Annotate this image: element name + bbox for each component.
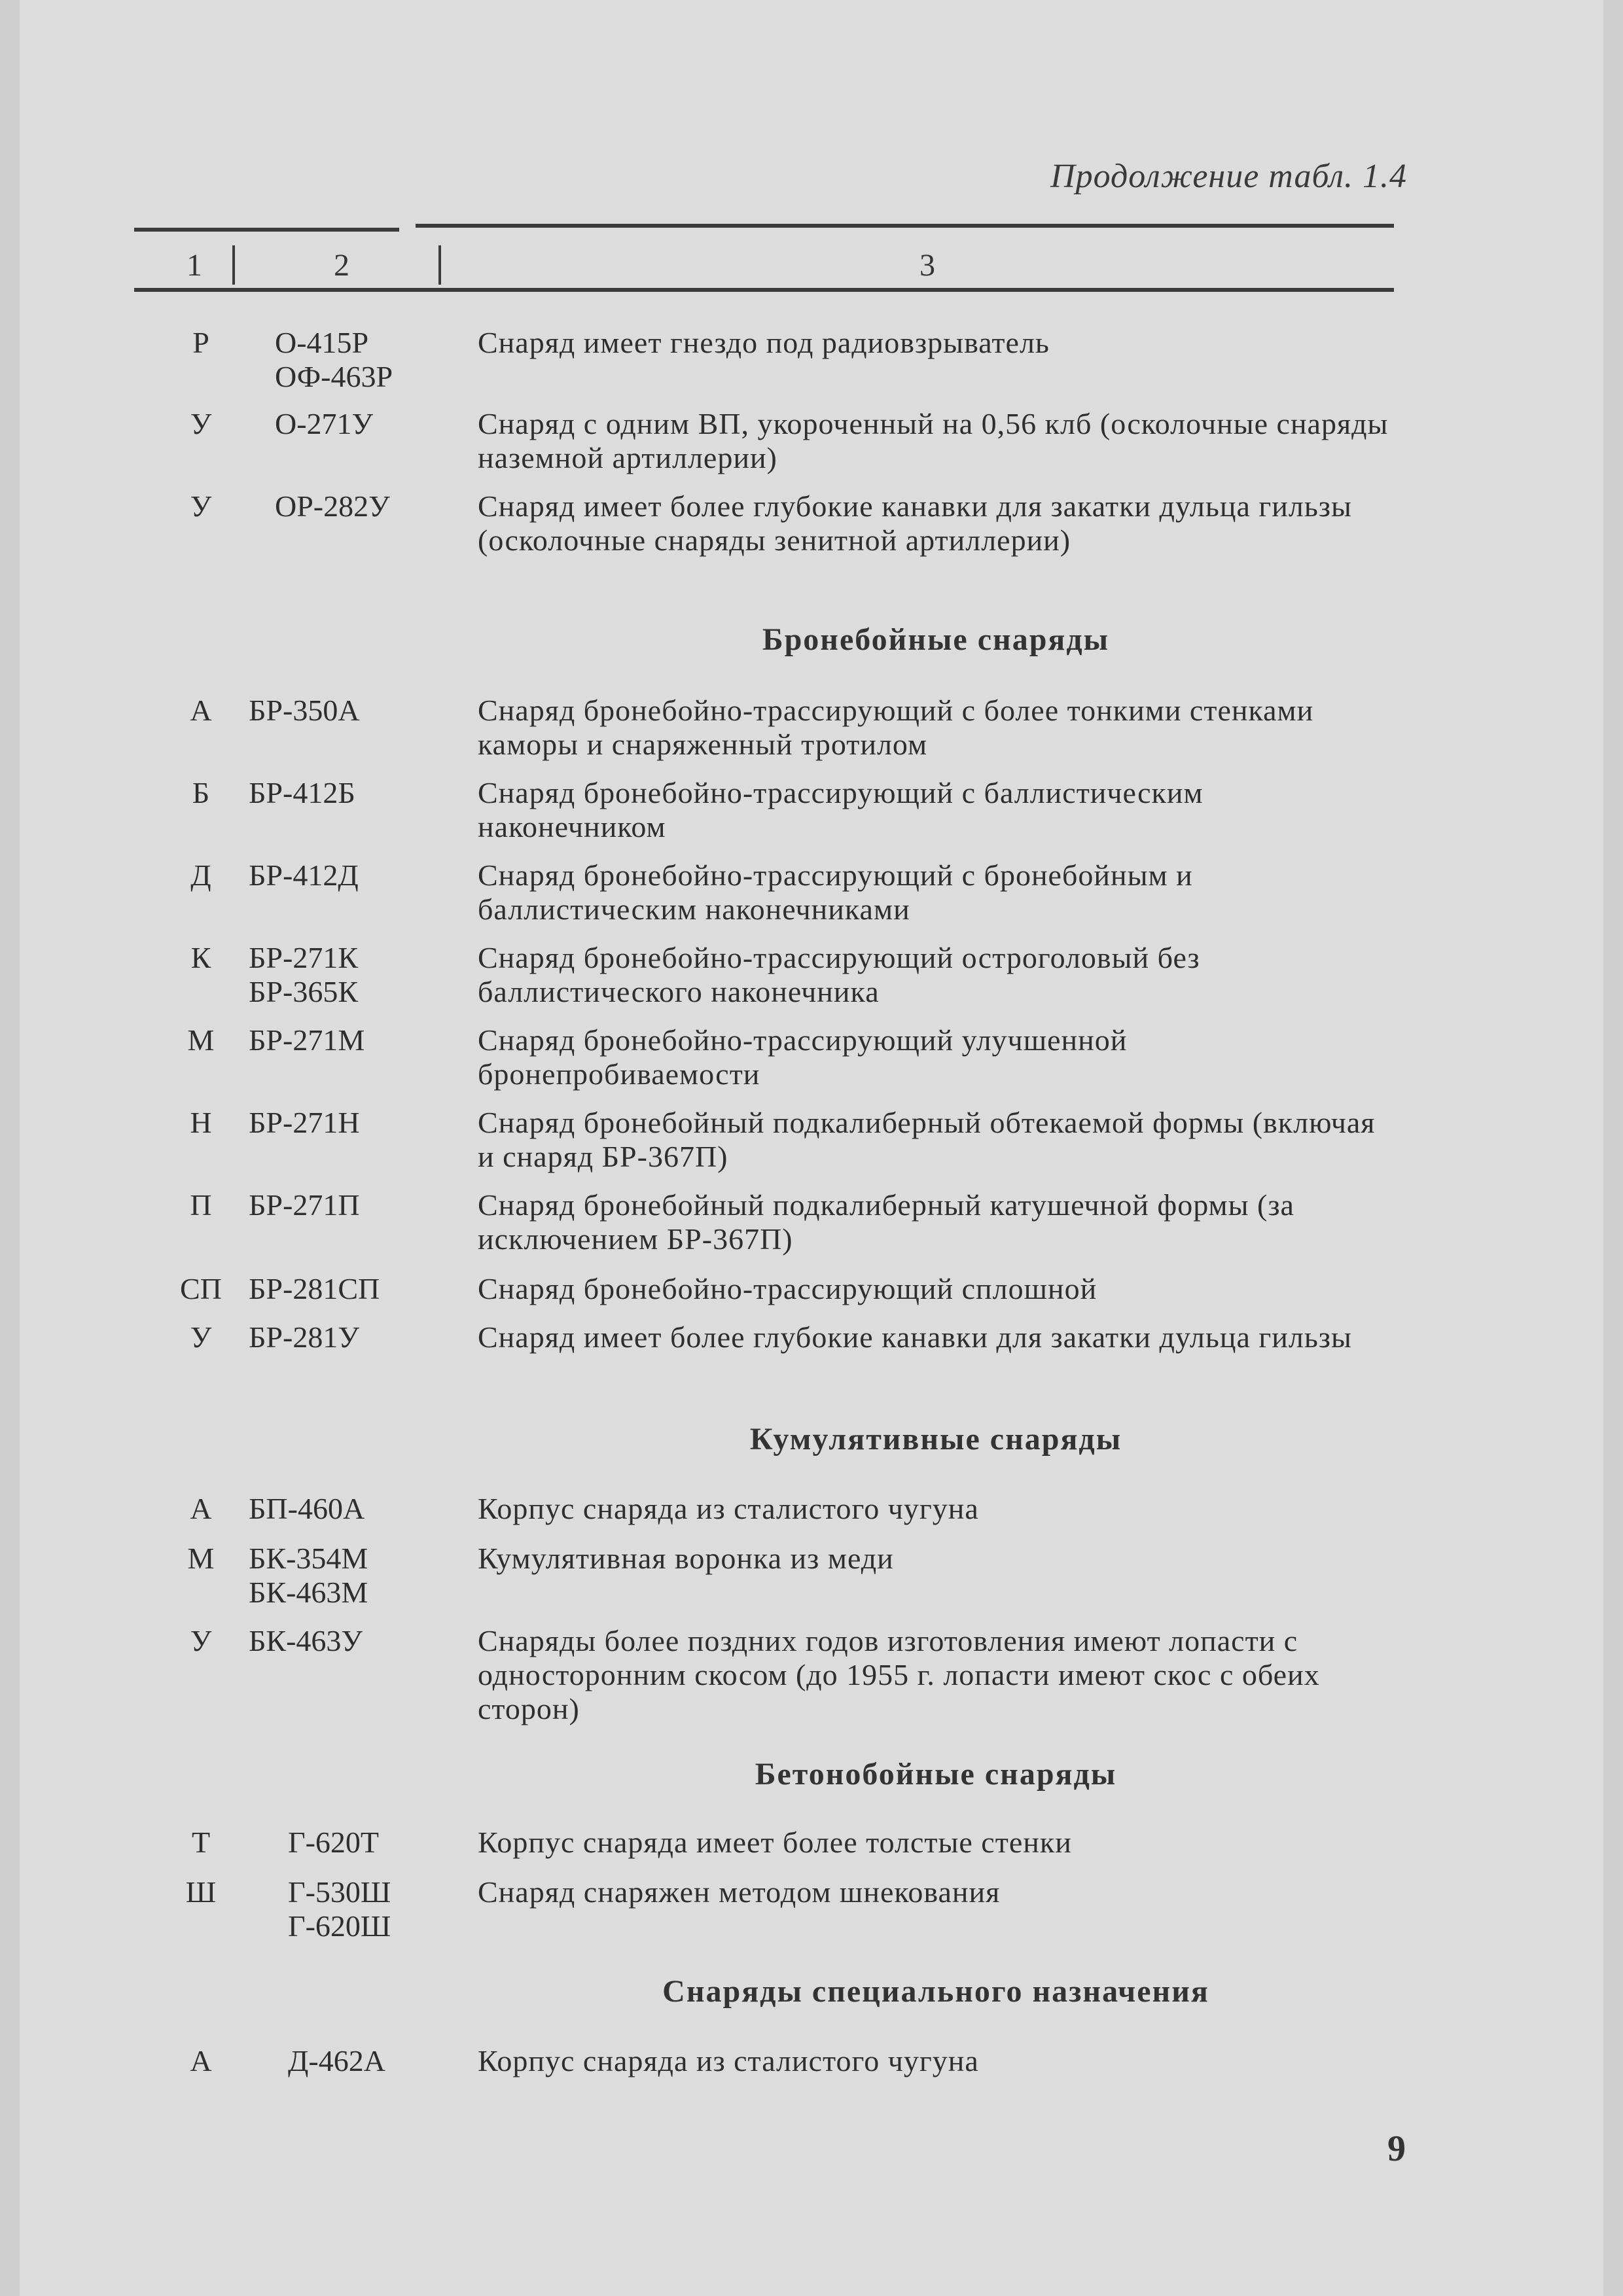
marking-letter: Р	[192, 326, 209, 359]
header-separator-2	[438, 245, 441, 285]
shell-code: БР-281У	[249, 1320, 359, 1354]
description: Снаряд бронебойный подкалиберный катушечной формы (за исключением БР-367П)	[478, 1188, 1294, 1256]
shell-code: БР-412Б	[249, 776, 355, 809]
marking-letter: Б	[192, 776, 210, 809]
description: Снаряд снаряжен методом шнекования	[478, 1875, 1001, 1909]
shell-code: Г-620Т	[288, 1826, 380, 1859]
marking-letter: П	[190, 1188, 212, 1222]
marking-letter: У	[190, 407, 212, 440]
marking-letter: Ш	[185, 1875, 217, 1909]
page-number: 9	[1387, 2128, 1406, 2169]
marking-letter: М	[187, 1542, 215, 1575]
header-top-rule-right	[416, 224, 1394, 228]
description: Корпус снаряда из сталистого чугуна	[478, 1492, 979, 1525]
section-heading-cumulative: Кумулятивные снаряды	[749, 1422, 1122, 1457]
shell-code: БР-271Н	[249, 1106, 360, 1139]
shell-code: БК-463У	[249, 1624, 363, 1657]
description: Снаряд бронебойно-трассирующий с баллистическим наконечником	[478, 776, 1204, 843]
description: Снаряды более поздних годов изготовления имеют лопасти с односторонним скосом (до 1955 г. лопасти имеют скос с обеих сторон)	[478, 1624, 1320, 1725]
description: Снаряд имеет более глубокие канавки для закатки дульца гильзы	[478, 1320, 1352, 1354]
marking-letter: К	[190, 941, 211, 974]
section-heading-special-purpose: Снаряды специального назначения	[662, 1974, 1209, 2009]
marking-letter: М	[187, 1023, 215, 1057]
document-page	[20, 0, 1603, 2296]
shell-code: О-415Р ОФ-463Р	[275, 326, 393, 393]
description: Снаряд бронебойно-трассирующий с бронебойным и баллистическим наконечниками	[478, 858, 1193, 926]
marking-letter: Д	[190, 858, 211, 892]
shell-code: БР-350А	[249, 694, 360, 727]
header-col-2: 2	[334, 248, 349, 283]
header-col-1: 1	[187, 248, 202, 283]
description: Снаряд бронебойный подкалиберный обтекаемой формы (включая и снаряд БР-367П)	[478, 1106, 1376, 1173]
marking-letter: А	[190, 694, 212, 727]
marking-letter: У	[190, 1624, 212, 1657]
shell-code: Д-462А	[288, 2044, 385, 2077]
marking-letter: Н	[190, 1106, 212, 1139]
description: Снаряд бронебойно-трассирующий остроголовый без баллистического наконечника	[478, 941, 1200, 1008]
shell-code: БР-271М	[249, 1023, 365, 1057]
description: Кумулятивная воронка из меди	[478, 1542, 894, 1575]
marking-letter: Т	[191, 1826, 211, 1859]
description: Снаряд имеет гнездо под радиовзрыватель	[478, 326, 1050, 359]
marking-letter: А	[190, 1492, 212, 1525]
shell-code: БК-354М БК-463М	[249, 1542, 368, 1609]
shell-code: Г-530Ш Г-620Ш	[288, 1875, 391, 1943]
description: Корпус снаряда из сталистого чугуна	[478, 2044, 979, 2077]
header-col-3: 3	[919, 248, 935, 283]
description: Снаряд имеет более глубокие канавки для закатки дульца гильзы (осколочные снаряды зенитной артиллерии)	[478, 489, 1352, 557]
marking-letter: А	[190, 2044, 212, 2077]
marking-letter: У	[190, 1320, 212, 1354]
shell-code: ОР-282У	[275, 489, 390, 523]
shell-code: БП-460А	[249, 1492, 365, 1525]
description: Снаряд бронебойно-трассирующий с более тонкими стенками каморы и снаряженный тротилом	[478, 694, 1314, 761]
shell-code: БР-281СП	[249, 1272, 380, 1305]
description: Снаряд бронебойно-трассирующий сплошной	[478, 1272, 1097, 1305]
table-caption: Продолжение табл. 1.4	[1050, 158, 1407, 195]
marking-letter: СП	[180, 1272, 222, 1305]
shell-code: О-271У	[275, 407, 374, 440]
description: Снаряд с одним ВП, укороченный на 0,56 клб (осколочные снаряды наземной артиллерии)	[478, 407, 1389, 474]
marking-letter: У	[190, 489, 212, 523]
description: Корпус снаряда имеет более толстые стенки	[478, 1826, 1072, 1859]
shell-code: БР-271П	[249, 1188, 360, 1222]
section-heading-concrete-piercing: Бетонобойные снаряды	[755, 1757, 1117, 1792]
shell-code: БР-271К БР-365К	[249, 941, 358, 1008]
header-bottom-rule	[134, 288, 1394, 292]
shell-code: БР-412Д	[249, 858, 359, 892]
header-top-rule	[134, 228, 399, 232]
header-separator-1	[232, 245, 235, 285]
section-heading-armor-piercing: Бронебойные снаряды	[762, 622, 1110, 657]
description: Снаряд бронебойно-трассирующий улучшенной бронепробиваемости	[478, 1023, 1128, 1091]
